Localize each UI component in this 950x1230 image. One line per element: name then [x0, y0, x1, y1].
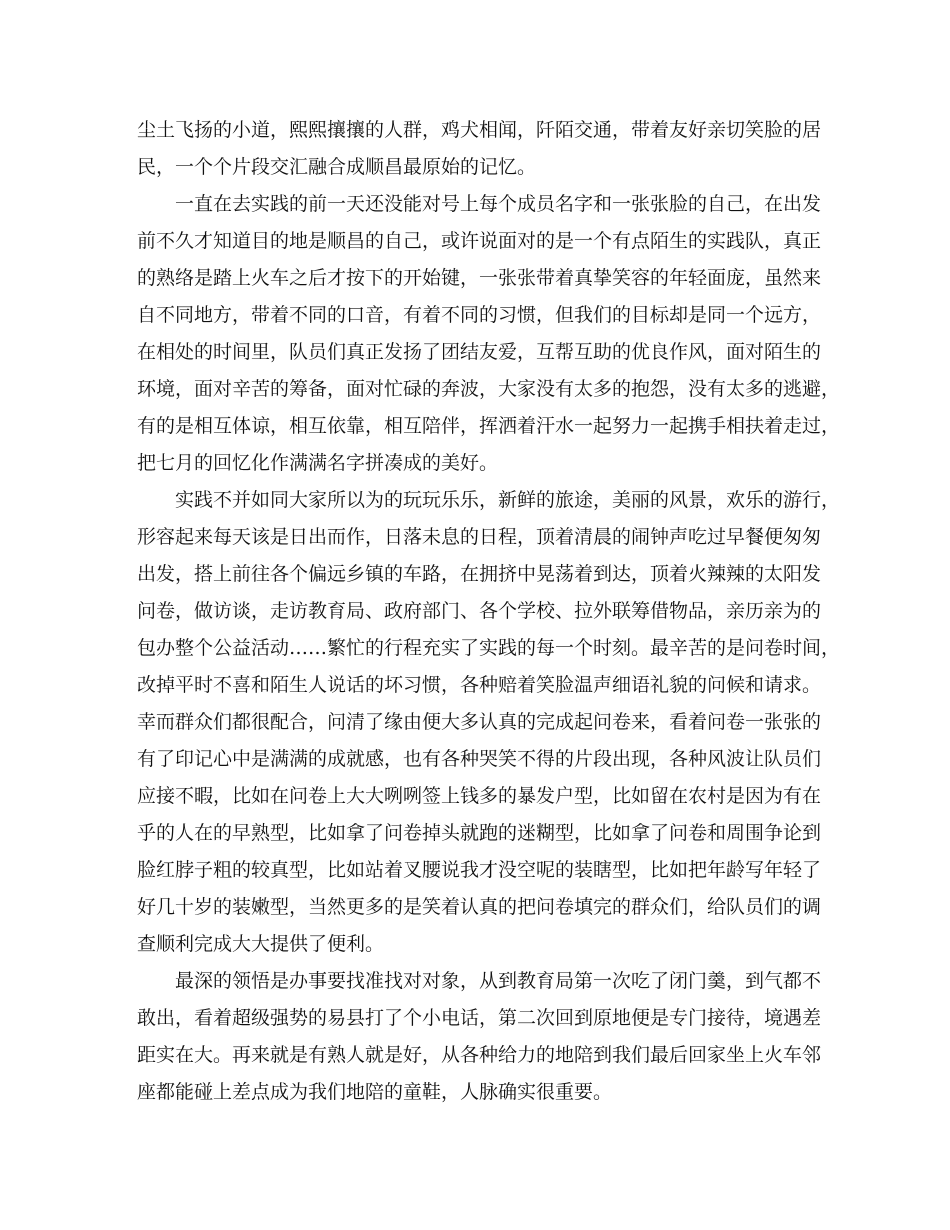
text-line: 距实在大。再来就是有熟人就是好，从各种给力的地陪到我们最后回家坐上火车邻 — [137, 1044, 822, 1066]
text-line: 自不同地方，带着不同的口音，有着不同的习惯，但我们的目标却是同一个远方， — [137, 304, 822, 326]
text-line: 的熟络是踏上火车之后才按下的开始键，一张张带着真挚笑容的年轻面庞，虽然来 — [137, 267, 822, 289]
text-line: 尘土飞扬的小道，熙熙攘攘的人群，鸡犬相闻，阡陌交通，带着友好亲切笑脸的居 — [137, 119, 822, 141]
text-line: 最深的领悟是办事要找准找对对象，从到教育局第一次吃了闭门羹，到气都不 — [175, 970, 822, 992]
text-line: 幸而群众们都很配合，问清了缘由便大多认真的完成起问卷来，看着问卷一张张的 — [137, 711, 822, 733]
text-line: 问卷，做访谈，走访教育局、政府部门、各个学校、拉外联筹借物品，亲历亲为的 — [137, 600, 822, 622]
text-line: 脸红脖子粗的较真型，比如站着叉腰说我才没空呢的装瞎型，比如把年龄写年轻了 — [137, 859, 822, 881]
text-line: 把七月的回忆化作满满名字拼凑成的美好。 — [137, 452, 499, 474]
text-line: 前不久才知道目的地是顺昌的自己，或许说面对的是一个有点陌生的实践队，真正 — [137, 230, 822, 252]
text-line: 改掉平时不喜和陌生人说话的坏习惯，各种赔着笑脸温声细语礼貌的问候和请求。 — [137, 674, 822, 696]
text-line: 敢出，看着超级强势的易县打了个小电话，第二次回到原地便是专门接待，境遇差 — [137, 1007, 822, 1029]
text-line: 环境，面对辛苦的筹备，面对忙碌的奔波，大家没有太多的抱怨，没有太多的逃避， — [137, 378, 841, 400]
text-line: 好几十岁的装嫩型，当然更多的是笑着认真的把问卷填完的群众们，给队员们的调 — [137, 896, 822, 918]
text-line: 应接不暇，比如在问卷上大大咧咧签上钱多的暴发户型，比如留在农村是因为有在 — [137, 785, 822, 807]
text-line: 包办整个公益活动……繁忙的行程充实了实践的每一个时刻。最辛苦的是问卷时间， — [137, 637, 841, 659]
text-line: 乎的人在的早熟型，比如拿了问卷掉头就跑的迷糊型，比如拿了问卷和周围争论到 — [137, 822, 822, 844]
text-line: 形容起来每天该是日出而作，日落未息的日程，顶着清晨的闹钟声吃过早餐便匆匆 — [137, 526, 822, 548]
text-line: 座都能碰上差点成为我们地陪的童鞋，人脉确实很重要。 — [137, 1081, 613, 1103]
text-line: 有了印记心中是满满的成就感，也有各种哭笑不得的片段出现，各种风波让队员们 — [137, 748, 822, 770]
text-line: 出发，搭上前往各个偏远乡镇的车路，在拥挤中晃荡着到达，顶着火辣辣的太阳发 — [137, 563, 822, 585]
text-line: 一直在去实践的前一天还没能对号上每个成员名字和一张张脸的自己，在出发 — [175, 193, 822, 215]
text-line: 有的是相互体谅，相互依靠，相互陪伴，挥洒着汗水一起努力一起携手相扶着走过， — [137, 415, 841, 437]
text-line: 实践不并如同大家所以为的玩玩乐乐，新鲜的旅途，美丽的风景，欢乐的游行， — [175, 489, 841, 511]
text-line: 查顺利完成大大提供了便利。 — [137, 933, 385, 955]
text-line: 民，一个个片段交汇融合成顺昌最原始的记忆。 — [137, 156, 537, 178]
text-line: 在相处的时间里，队员们真正发扬了团结友爱，互帮互助的优良作风，面对陌生的 — [137, 341, 822, 363]
